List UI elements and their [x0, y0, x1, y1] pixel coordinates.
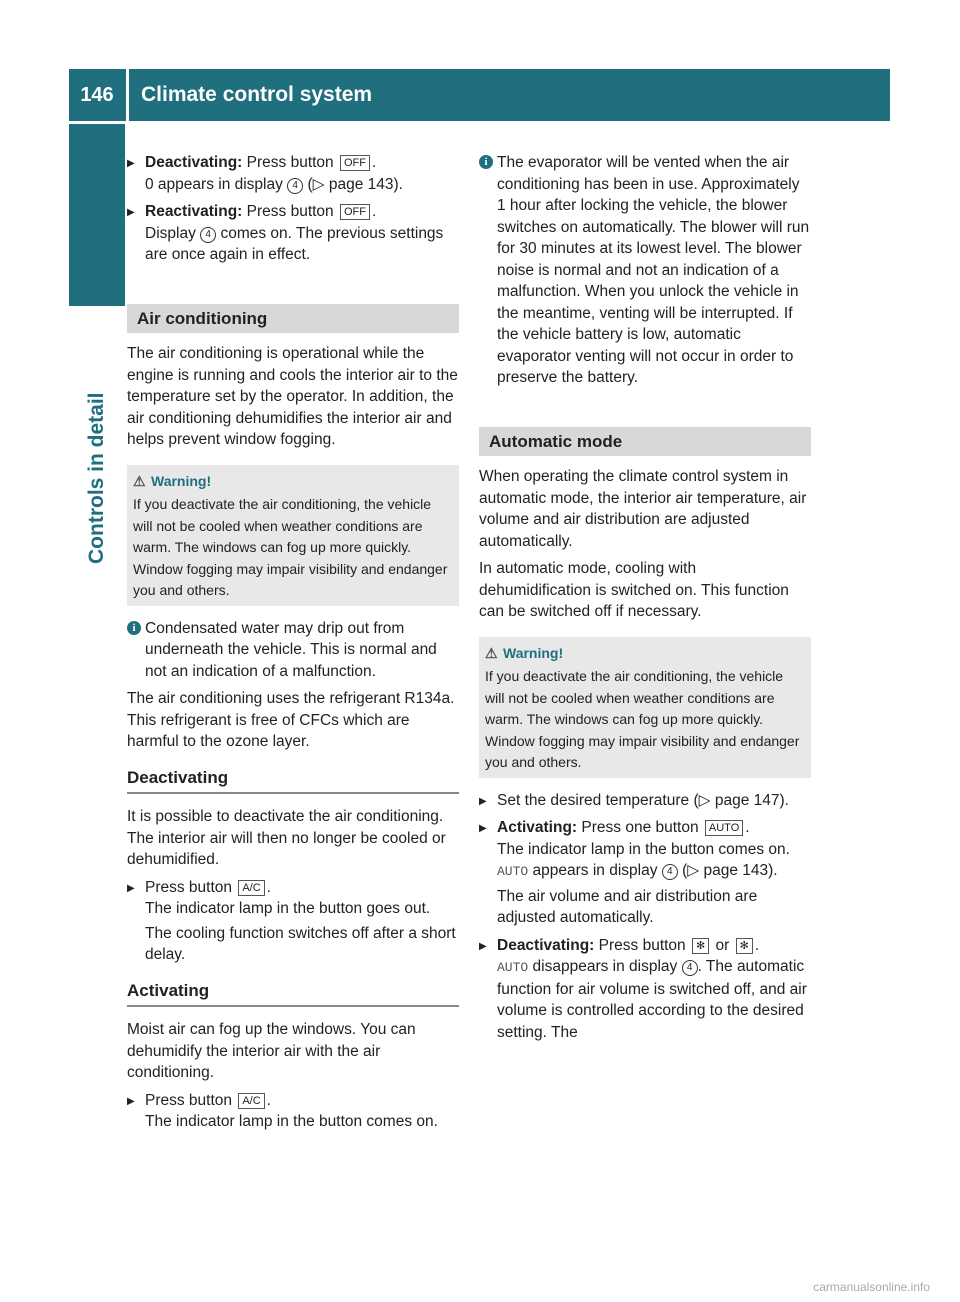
- section-heading: Air conditioning: [127, 304, 459, 334]
- page-header: [69, 69, 890, 121]
- fan-up-button-icon: ✻: [736, 938, 753, 954]
- off-button-icon: OFF: [340, 204, 370, 220]
- page-title: Climate control system: [141, 83, 373, 106]
- off-button-icon: OFF: [340, 155, 370, 171]
- arrow-icon: [479, 935, 487, 958]
- display-ref-icon: 4: [662, 864, 678, 880]
- ac-button-icon: A/C: [238, 1093, 264, 1109]
- paragraph: In automatic mode, cooling with dehumidification is switched on. This function can be switched off if necessary.: [479, 560, 789, 620]
- warning-icon: ⚠: [133, 472, 146, 489]
- subheading: Deactivating: [127, 767, 459, 795]
- ac-button-icon: A/C: [238, 880, 264, 896]
- warning-box: ⚠ Warning! If you deactivate the air conditioning, the vehicle will not be cooled when weather conditions are warm. The windows can fog up more quickly. Window fogging may impair visibility and endanger you and others.: [127, 465, 459, 606]
- paragraph: The air conditioning is operational while the engine is running and cools the interior air to the temperature set by the operator. In addition, the air conditioning dehumidifies the interior air and helps prevent window fogging.: [127, 345, 458, 448]
- display-ref-icon: 4: [200, 227, 216, 243]
- info-icon: i: [127, 621, 141, 635]
- display-ref-icon: 4: [682, 960, 698, 976]
- paragraph: When operating the climate control system in automatic mode, the interior air temperature, air volume and air distribution are adjusted automatically.: [479, 468, 807, 550]
- info-note: i Condensated water may drip out from underneath the vehicle. This is normal and not an indication of a malfunction.: [127, 618, 459, 683]
- arrow-icon: [127, 877, 135, 900]
- list-item: ▶ Press button A/C . The indicator lamp in the button goes out. The cooling function switches off after a short delay.: [127, 877, 459, 966]
- page-number: 146: [80, 83, 114, 106]
- header-divider: [126, 69, 129, 121]
- list-item: ▶ Press button A/C . The indicator lamp in the button comes on.: [127, 1090, 459, 1133]
- list-item: ▶ Deactivating: Press button OFF . 0 appears in display 4 (▷ page 143).: [127, 152, 459, 195]
- warning-icon: ⚠: [485, 644, 498, 661]
- warning-box: ⚠ Warning! If you deactivate the air conditioning, the vehicle will not be cooled when weather conditions are warm. The windows can fog up more quickly. Window fogging may impair visibility and endanger you and others.: [479, 637, 811, 778]
- display-ref-icon: 4: [287, 178, 303, 194]
- watermark: carmanualsonline.info: [813, 1280, 930, 1294]
- paragraph: It is possible to deactivate the air conditioning. The interior air will then no longer be cooled or dehumidified.: [127, 808, 446, 868]
- paragraph: The air conditioning uses the refrigerant R134a. This refrigerant is free of CFCs which are harmful to the ozone layer.: [127, 690, 455, 750]
- arrow-icon: [127, 1090, 135, 1113]
- subheading: Activating: [127, 980, 459, 1008]
- list-item: ▶ Activating: Press one button AUTO . The indicator lamp in the button comes on. AUTO appears in display 4 (▷ page 143). The air volume and air distribution are adjusted automatically.: [479, 817, 811, 929]
- list-item: ▶ Set the desired temperature (▷ page 147).: [479, 790, 811, 812]
- right-column: [479, 152, 811, 1049]
- list-item: ▶ Deactivating: Press button ✻ or ✻ . AUTO disappears in display 4 . The automatic function for air volume is switched off, and air volume is controlled according to the desired setting. The: [479, 935, 811, 1044]
- list-item: ▶ Reactivating: Press button OFF . Display 4 comes on. The previous settings are once again in effect.: [127, 201, 459, 266]
- fan-down-button-icon: ✻: [692, 938, 709, 954]
- arrow-icon: [127, 152, 135, 175]
- arrow-icon: [479, 817, 487, 840]
- paragraph: Moist air can fog up the windows. You can dehumidify the interior air with the air conditioning.: [127, 1021, 416, 1081]
- section-heading: Automatic mode: [479, 427, 811, 457]
- auto-button-icon: AUTO: [705, 820, 743, 836]
- arrow-icon: [127, 201, 135, 224]
- info-note: i The evaporator will be vented when the air conditioning has been in use. Approximately 1 hour after locking the vehicle, the blower switches on automatically. The blower will run for 30 minutes at its lowest level. The blower noise is normal and not an indication of a malfunction. When you unlock the vehicle in the meantime, venting will be interrupted. If the vehicle battery is low, automatic evaporator venting will not occur in order to preserve the battery.: [479, 152, 811, 389]
- info-icon: i: [479, 155, 493, 169]
- section-label: Controls in detail: [85, 392, 108, 564]
- arrow-icon: [479, 790, 487, 813]
- left-column: [127, 152, 459, 1139]
